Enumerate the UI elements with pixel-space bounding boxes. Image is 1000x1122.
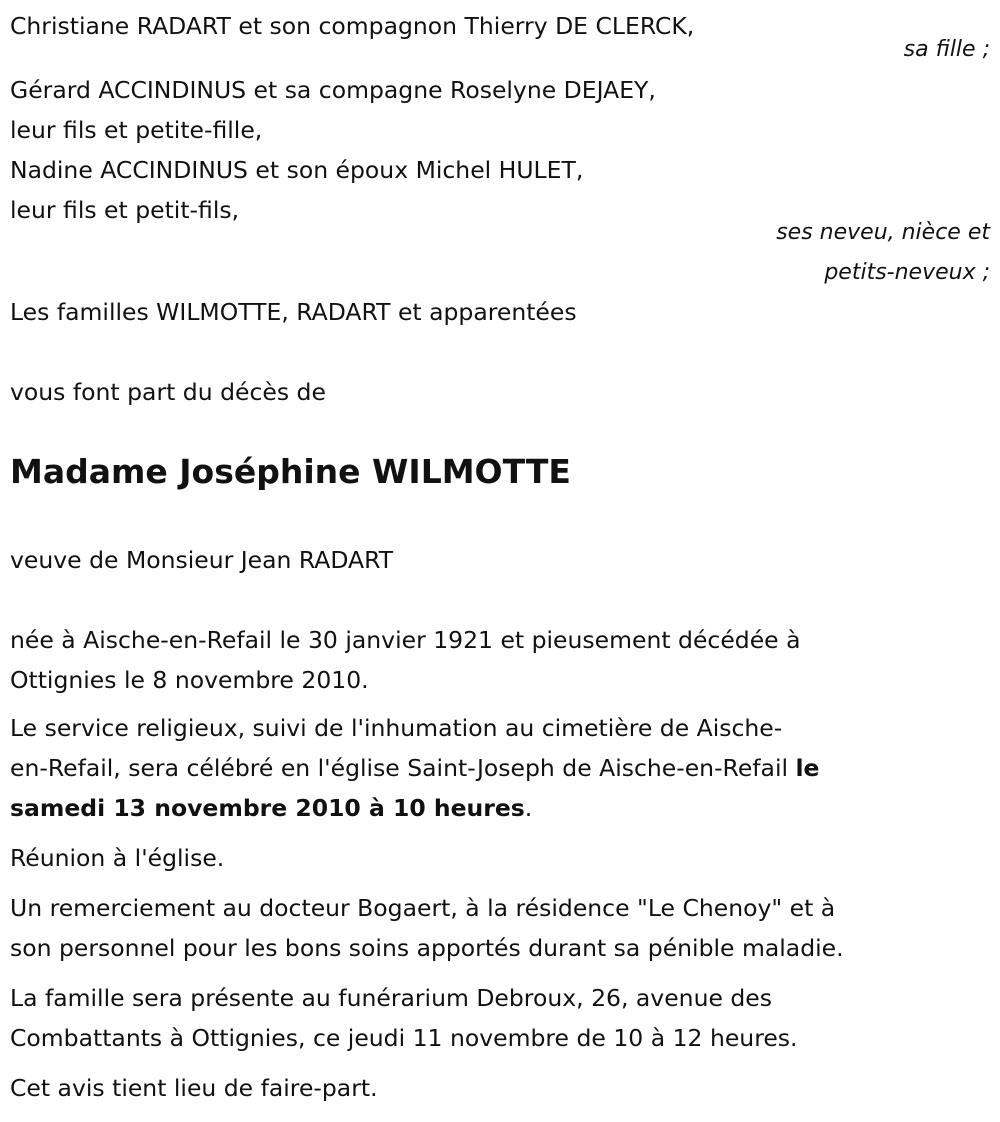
service-date: samedi 13 novembre 2010 à 10 heures xyxy=(10,794,525,822)
birth-death-line: Ottignies le 8 novembre 2010. xyxy=(10,666,369,694)
family-line: Gérard ACCINDINUS et sa compagne Roselyne DEJAEY, xyxy=(10,76,656,104)
relation-label: petits-neveux ; xyxy=(824,260,990,285)
relation-label: sa fille ; xyxy=(903,37,990,62)
family-line: leur fils et petite-fille, xyxy=(10,116,263,144)
service-text: en-Refail, sera célébré en l'église Saint-Joseph de Aische-en-Refail xyxy=(10,754,796,782)
family-line: leur fils et petit-fils, xyxy=(10,196,240,224)
visitation-line: Combattants à Ottignies, ce jeudi 11 novembre de 10 à 12 heures. xyxy=(10,1024,798,1052)
service-line xyxy=(10,788,532,828)
service-line xyxy=(10,748,819,788)
service-line: Le service religieux, suivi de l'inhumation au cimetière de Aische- xyxy=(10,714,783,742)
announcement: vous font part du décès de xyxy=(10,378,326,406)
widow-of: veuve de Monsieur Jean RADART xyxy=(10,546,394,574)
relation-label: ses neveu, nièce et xyxy=(776,220,990,245)
visitation-line: La famille sera présente au funérarium Debroux, 26, avenue des xyxy=(10,984,773,1012)
meeting: Réunion à l'église. xyxy=(10,844,225,872)
service-date: le xyxy=(795,754,820,782)
birth-death-line: née à Aische-en-Refail le 30 janvier 1921 et pieusement décédée à xyxy=(10,626,801,654)
family-line: Nadine ACCINDINUS et son époux Michel HULET, xyxy=(10,156,584,184)
family-line: Christiane RADART et son compagnon Thierry DE CLERCK, xyxy=(10,12,695,40)
service-text: . xyxy=(524,794,533,822)
closing: Cet avis tient lieu de faire-part. xyxy=(10,1074,378,1102)
thanks-line: son personnel pour les bons soins apportés durant sa pénible maladie. xyxy=(10,934,844,962)
deceased-name: Madame Joséphine WILMOTTE xyxy=(10,452,571,491)
family-line: Les familles WILMOTTE, RADART et apparentées xyxy=(10,298,577,326)
thanks-line: Un remerciement au docteur Bogaert, à la résidence "Le Chenoy" et à xyxy=(10,894,836,922)
